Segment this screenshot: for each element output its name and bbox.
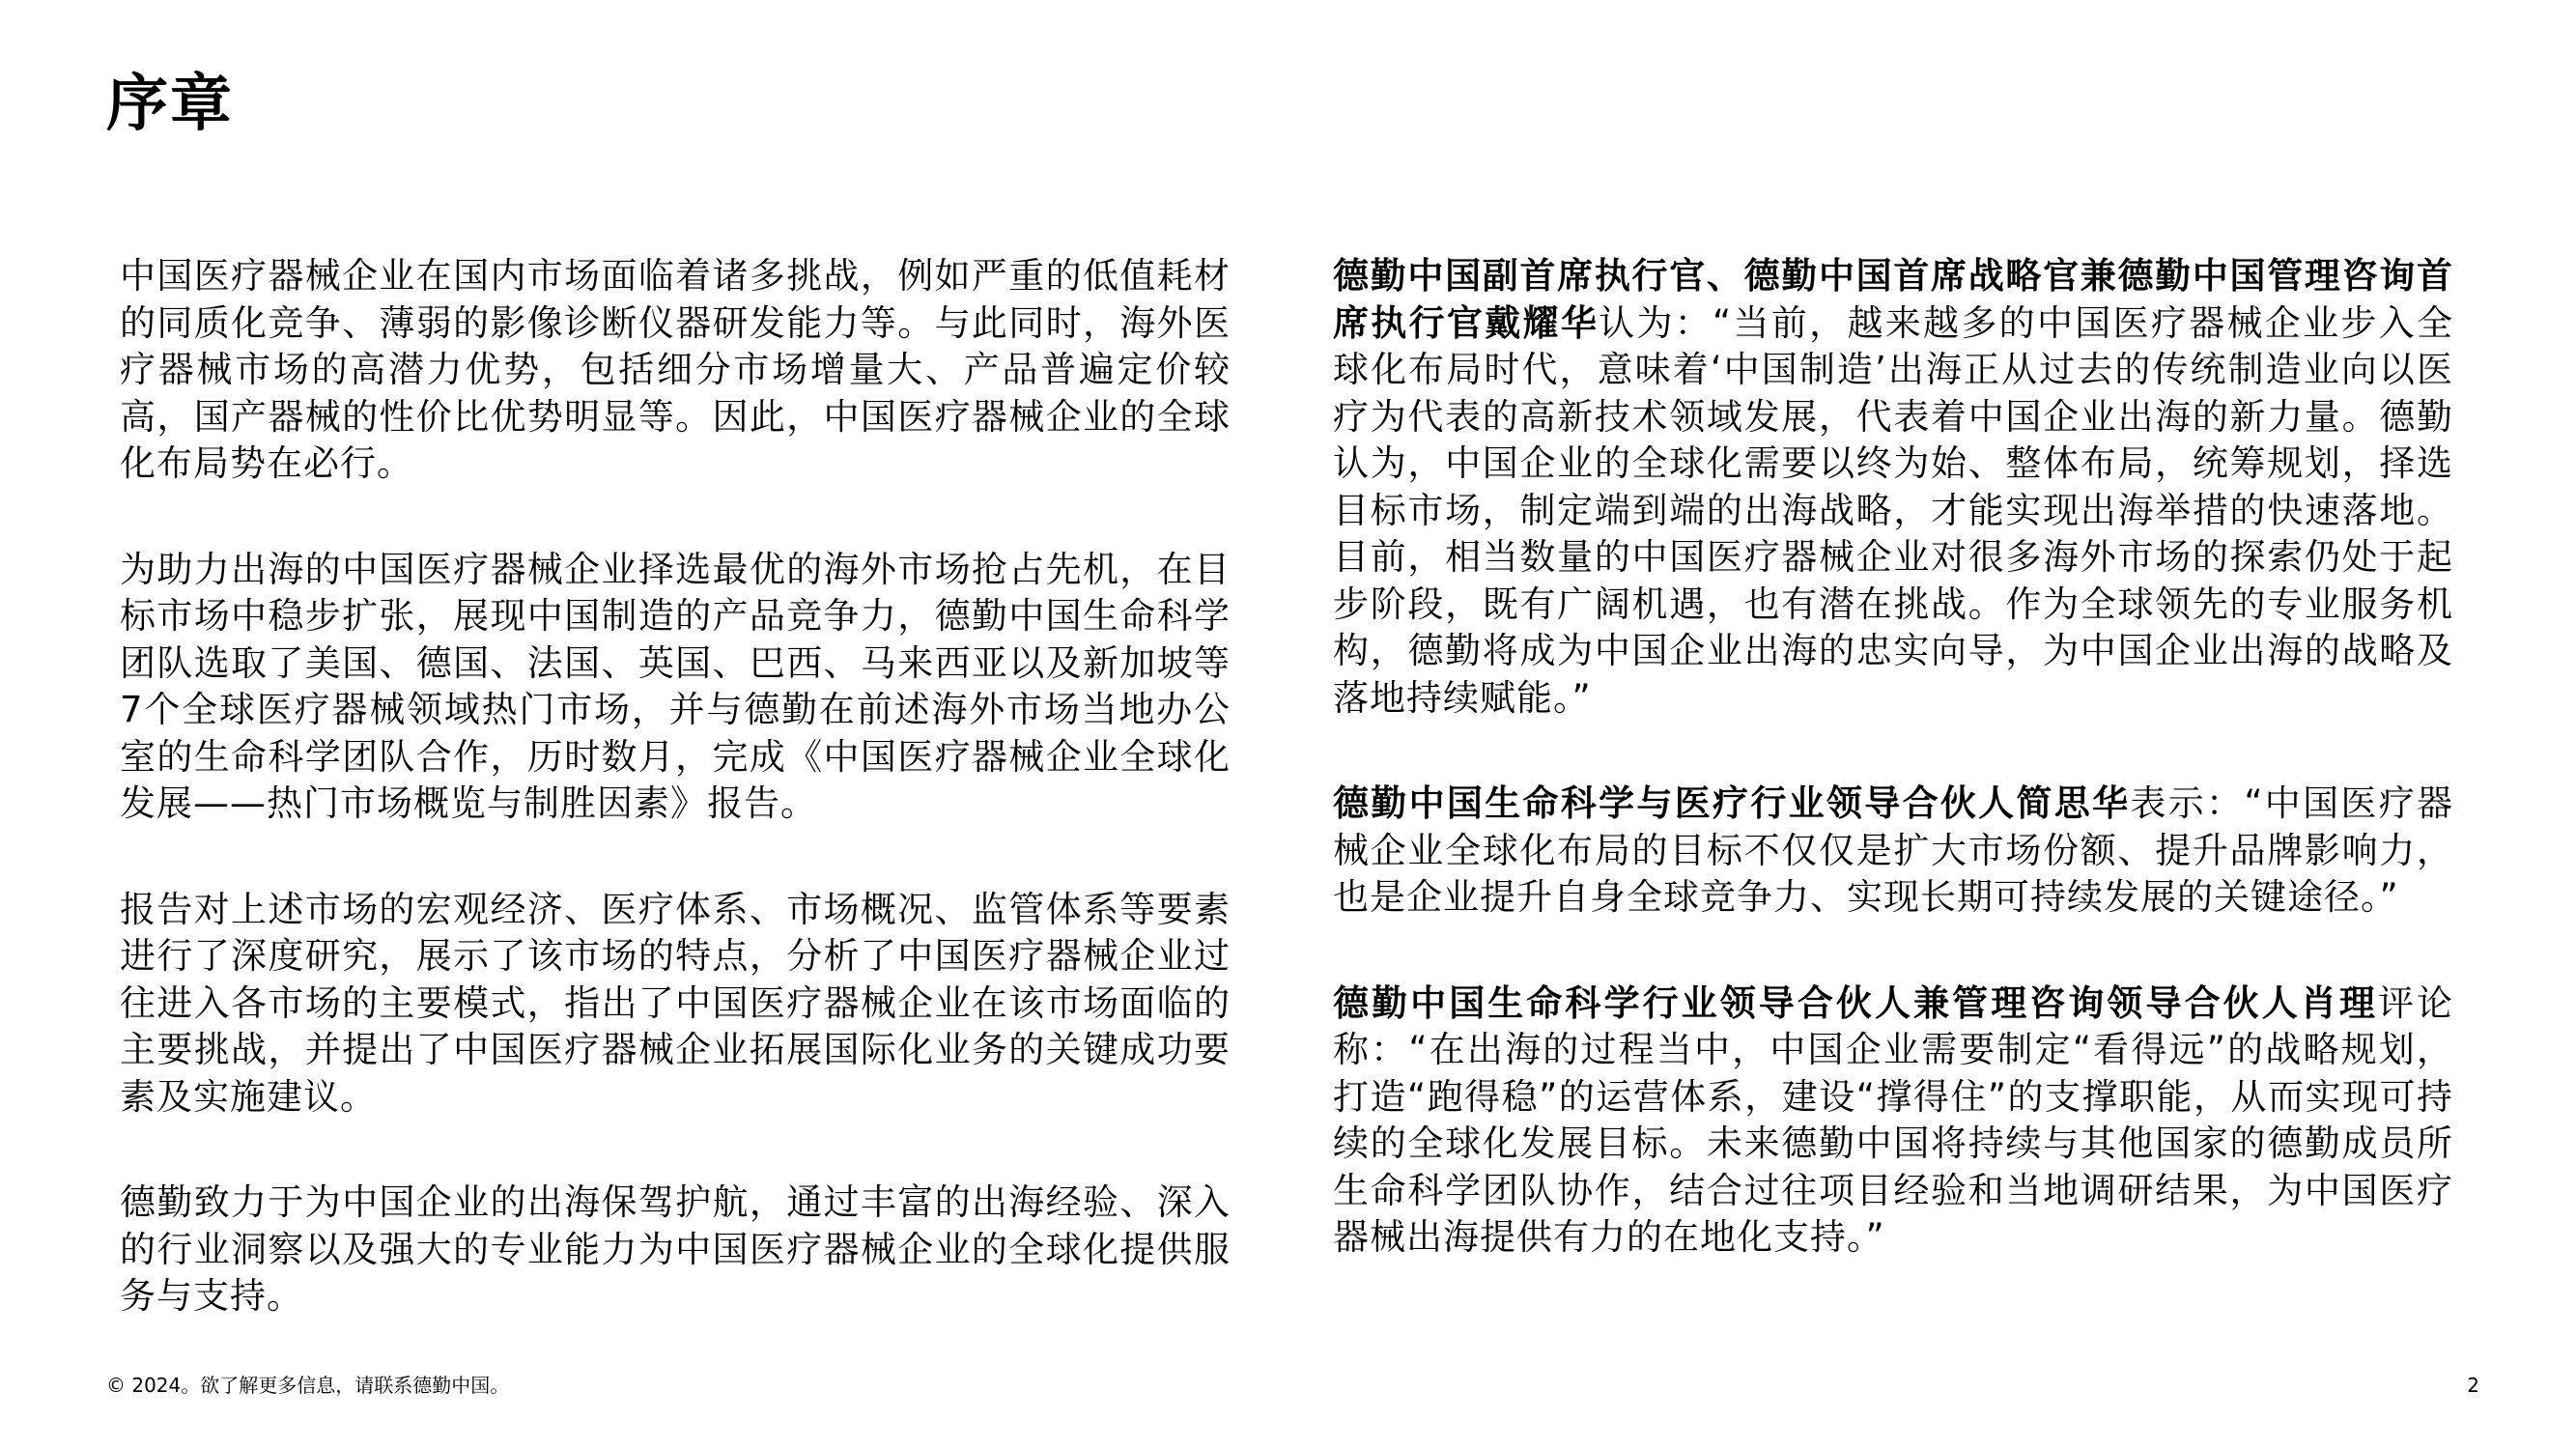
quote-text-3: 评论称：“在出海的过程当中，中国企业需要制定“看得远”的战略规划，打造“跑得稳”的运营体系，建设“撑得住”的支撑职能，从而实现可持续的全球化发展目标。未来德勤中国将持续与其他国家的德勤成员所生命科学团队协作，结合过往项目经验和当地调研结果，为中国医疗器械出海提供有力的在地化支持。” xyxy=(1333,981,2454,1258)
footer-copyright: © 2024。欲了解更多信息，请联系德勤中国。 xyxy=(106,1374,510,1397)
intro-paragraph-4: 德勤致力于为中国企业的出海保驾护航，通过丰富的出海经验、深入的行业洞察以及强大的专业能力为中国医疗器械企业的全球化提供服务与支持。 xyxy=(120,1181,1231,1317)
intro-paragraph-1: 中国医疗器械企业在国内市场面临着诸多挑战，例如严重的低值耗材的同质化竞争、薄弱的影像诊断仪器研发能力等。与此同时，海外医疗器械市场的高潜力优势，包括细分市场增量大、产品普遍定价较高，国产器械的性价比优势明显等。因此，中国医疗器械企业的全球化布局势在必行。 xyxy=(120,255,1231,484)
intro-paragraph-2: 为助力出海的中国医疗器械企业择选最优的海外市场抢占先机，在目标市场中稳步扩张，展现中国制造的产品竞争力，德勤中国生命科学团队选取了美国、德国、法国、英国、巴西、马来西亚以及新加坡等7个全球医疗器械领域热门市场，并与德勤在前述海外市场当地办公室的生命科学团队合作，历时数月，完成《中国医疗器械企业全球化发展——热门市场概览与制胜因素》报告。 xyxy=(120,548,1231,824)
quote-text-2: 表示：“中国医疗器械企业全球化布局的目标不仅仅是扩大市场份额、提升品牌影响力，也是企业提升自身全球竞争力、实现长期可持续发展的关键途径。” xyxy=(1333,782,2454,918)
left-column xyxy=(120,253,1231,1379)
quote-text-1: 认为：“当前，越来越多的中国医疗器械企业步入全球化布局时代，意味着‘中国制造’出海正从过去的传统制造业向以医疗为代表的高新技术领域发展，代表着中国企业出海的新力量。德勤认为，中国企业的全球化需要以终为始、整体布局，统筹规划，择选目标市场，制定端到端的出海战略，才能实现出海举措的快速落地。目前，相当数量的中国医疗器械企业对很多海外市场的探索仍处于起步阶段，既有广阔机遇，也有潜在挑战。作为全球领先的专业服务机构，德勤将成为中国企业出海的忠实向导，为中国企业出海的战略及落地持续赋能。” xyxy=(1333,301,2454,719)
page-title: 序章 xyxy=(106,69,234,140)
quote-paragraph-3 xyxy=(1333,980,2453,1262)
page-number: 2 xyxy=(2467,1374,2479,1397)
quote-speaker-2: 德勤中国生命科学与医疗行业领导合伙人简思华 xyxy=(1333,782,2131,824)
intro-paragraph-3: 报告对上述市场的宏观经济、医疗体系、市场概况、监管体系等要素进行了深度研究，展示了该市场的特点，分析了中国医疗器械企业过往进入各市场的主要模式，指出了中国医疗器械企业在该市场面临的主要挑战，并提出了中国医疗器械企业拓展国际化业务的关键成功要素及实施建议。 xyxy=(120,888,1231,1118)
quote-paragraph-1 xyxy=(1333,253,2453,722)
right-column xyxy=(1333,253,2453,1321)
quote-paragraph-2 xyxy=(1333,781,2453,922)
quote-speaker-1: 德勤中国副首席执行官、德勤中国首席战略官兼德勤中国管理咨询首席执行官戴耀华 xyxy=(1333,255,2453,344)
quote-speaker-3: 德勤中国生命科学行业领导合伙人兼管理咨询领导合伙人肖理 xyxy=(1333,981,2378,1024)
